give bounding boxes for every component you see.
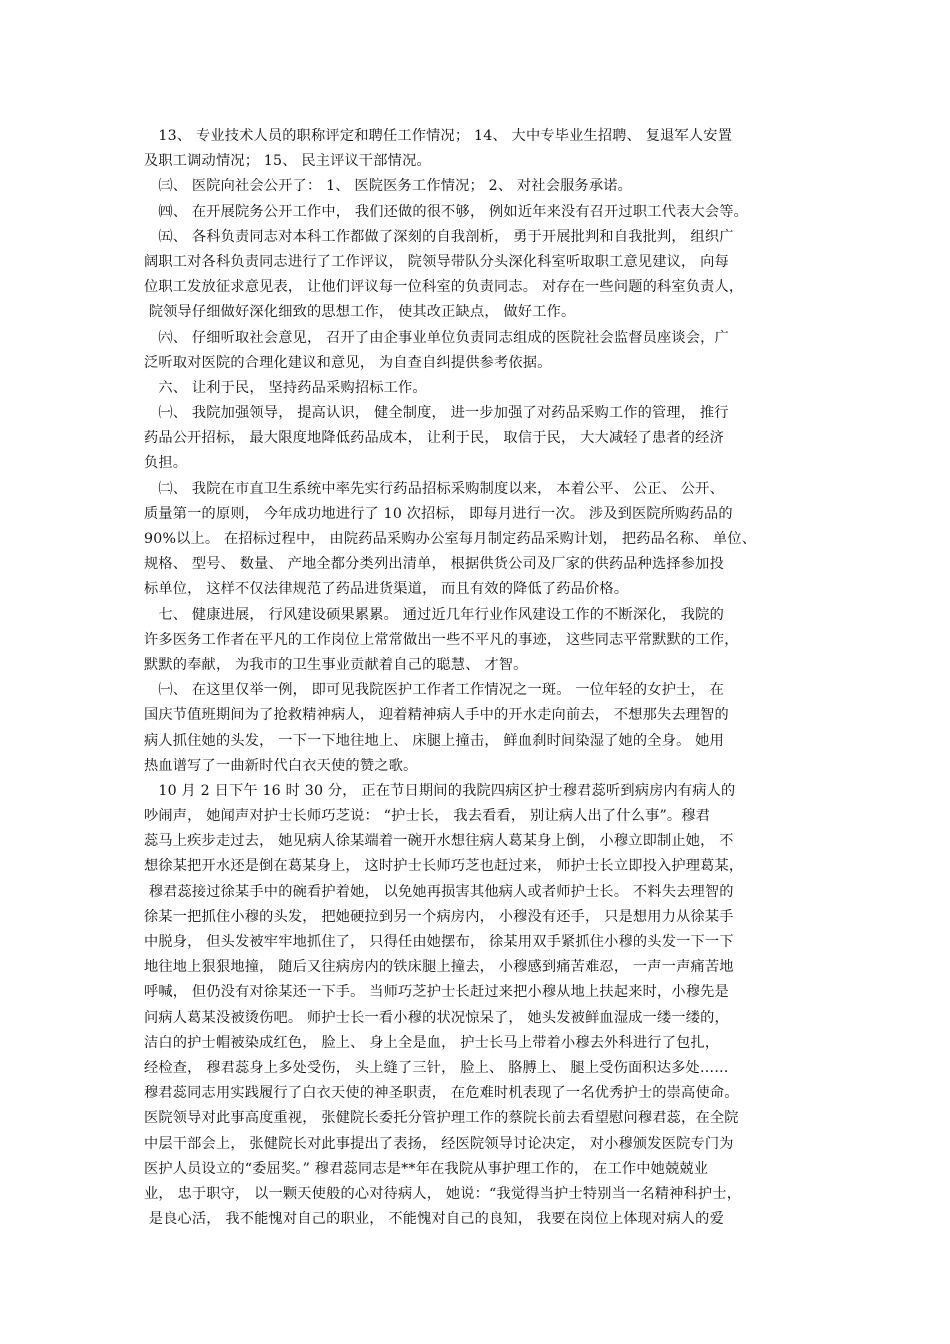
text-line: 洁白的护士帽被染成红色， 脸上、 身上全是血， 护士长马上带着小穆去外科进行了包扎， [144, 1034, 720, 1051]
text-line: 想徐某把开水还是倒在葛某身上， 这时护士长师巧芝也赶过来， 师护士长立即投入护理葛某， [144, 858, 744, 875]
text-line: 院领导仔细做好深化细致的思想工作， 使其改正缺点， 做好工作。 [144, 304, 576, 321]
text-line: 90%以上。 在招标过程中， 由院药品采购办公室每月制定药品采购计划， 把药品名称、 单位、 [144, 531, 757, 547]
text-line: 许多医务工作者在平凡的工作岗位上常常做出一些不平凡的事迹， 这些同志平常默默的工作， [144, 631, 739, 648]
text-line: 穆君蕊同志用实践履行了白衣天使的神圣职责， 在危难时机表现了一名优秀护士的崇高使命。 [144, 1085, 739, 1102]
text-line: 13、 专业技术人员的职称评定和聘任工作情况； 14、 大中专毕业生招聘、 复退军人安置 [144, 128, 733, 144]
text-line: 徐某一把抓住小穆的头发， 把她硬拉到另一个病房内， 小穆没有还手， 只是想用力从徐某手 [144, 908, 734, 925]
text-line: ㈢、 医院向社会公开了： 1、 医院医务工作情况； 2、 对社会服务承诺。 [144, 178, 633, 195]
text-line: 规格、 型号、 数量、 产地全都分类列出清单， 根据供货公司及厂家的供药品种选择参加投 [144, 556, 724, 573]
text-line: 业， 忠于职守， 以一颗天使般的心对待病人， 她说：“我觉得当护士特别当一名精神科护士， [144, 1185, 742, 1202]
text-line: ㈥、 仔细听取社会意见， 召开了由企事业单位负责同志组成的医院社会监督员座谈会，广 [144, 329, 729, 346]
text-line: 七、 健康进展， 行风建设硕果累累。 通过近几年行业作风建设工作的不断深化， 我院的 [144, 606, 724, 623]
text-line: 负担。 [144, 455, 188, 472]
text-line: 医护人员设立的“委屈奖。” 穆君蕊同志是**年在我院从事护理工作的， 在工作中她兢兢业 [144, 1160, 709, 1177]
text-line: 热血谱写了一曲新时代白衣天使的赞之歌。 [144, 757, 418, 774]
text-line: 国庆节值班期间为了抢救精神病人， 迎着精神病人手中的开水走向前去， 不想那失去理智的 [144, 707, 729, 724]
text-line: 呼喊， 但仍没有对徐某还一下手。 当师巧芝护士长赶过来把小穆从地上扶起来时，小穆先是 [144, 984, 729, 1001]
text-line: 蕊马上疾步走过去， 她见病人徐某端着一碗开水想往病人葛某身上倒， 小穆立即制止她， 不 [144, 833, 734, 850]
text-line: ㈤、 各科负责同志对本科工作都做了深刻的自我剖析， 勇于开展批判和自我批判， 组织广 [144, 228, 734, 245]
text-line: 标单位， 这样不仅法律规范了药品进货渠道， 而且有效的降低了药品价格。 [144, 581, 629, 598]
text-line: 中层干部会上， 张健院长对此事提出了表扬， 经医院领导讨论决定， 对小穆颁发医院专门为 [144, 1135, 734, 1152]
text-line: 默默的奉献， 为我市的卫生事业贡献着自己的聪慧、 才智。 [144, 656, 528, 673]
text-line: 及职工调动情况； 15、 民主评议干部情况。 [144, 153, 431, 170]
text-line: 中脱身， 但头发被牢牢地抓住了， 只得任由她摆布， 徐某用双手紧抓住小穆的头发一下一下 [144, 934, 734, 950]
text-line: 问病人葛某没被烫伤吧。 师护士长一看小穆的状况惊呆了， 她头发被鲜血湿成一缕一缕的， [144, 1009, 729, 1026]
text-line: 是良心活， 我不能愧对自己的职业， 不能愧对自己的良知， 我要在岗位上体现对病人的爱 [144, 1211, 724, 1228]
text-line: 吵闹声， 她闻声对护士长师巧芝说： “护士长， 我去看看， 别让病人出了什么事”。穆君 [144, 808, 711, 825]
document-body [144, 124, 824, 1232]
text-line: 病人抓住她的头发， 一下一下地往地上、 床腿上撞击， 鲜血刹时间染湿了她的全身。 她用 [144, 732, 724, 749]
text-line: 穆君蕊接过徐某手中的碗看护着她， 以免她再损害其他病人或者师护士长。 不料失去理智的 [144, 883, 734, 900]
text-line: 泛听取对医院的合理化建议和意见， 为自查自纠提供参考依据。 [144, 354, 552, 371]
text-line: 阔职工对各科负责同志进行了工作评议， 院领导带队分头深化科室听取职工意见建议， 向每 [144, 253, 729, 270]
text-line: ㈠、 在这里仅举一例， 即可见我院医护工作者工作情况之一斑。 一位年轻的女护士， 在 [144, 682, 724, 699]
text-line: 医院领导对此事高度重视， 张健院长委托分管护理工作的蔡院长前去看望慰问穆君蕊，在全院 [144, 1110, 739, 1127]
text-line: ㈠、 我院加强领导， 提高认识， 健全制度， 进一步加强了对药品采购工作的管理， 推行 [144, 405, 729, 422]
text-line: 10 月 2 日下午 16 时 30 分， 正在节日期间的我院四病区护士穆君蕊听到病房内有病人的 [144, 782, 736, 799]
text-line: 经检查， 穆君蕊身上多处受伤， 头上缝了三针， 脸上、 胳膊上、 腿上受伤面积达多处…… [144, 1059, 729, 1076]
text-line: 质量第一的原则， 今年成功地进行了 10 次招标， 即每月进行一次。 涉及到医院所购药品的 [144, 505, 733, 522]
text-line: ㈡、 我院在市直卫生系统中率先实行药品招标采购制度以来， 本着公平、 公正、 公开、 [144, 480, 724, 497]
text-line: 地往地上狠狠地撞， 随后又往病房内的铁床腿上撞去， 小穆感到痛苦难忍， 一声一声痛苦地 [144, 959, 734, 976]
text-line: 六、 让利于民， 坚持药品采购招标工作。 [144, 379, 427, 396]
text-line: 位职工发放征求意见表， 让他们评议每一位科室的负责同志。 对存在一些问题的科室负责人， [144, 279, 744, 296]
text-line: ㈣、 在开展院务公开工作中， 我们还做的很不够， 例如近年来没有召开过职工代表大会等。 [144, 203, 749, 220]
text-line: 药品公开招标， 最大限度地降低药品成本， 让利于民， 取信于民， 大大减轻了患者的经济 [144, 430, 724, 447]
